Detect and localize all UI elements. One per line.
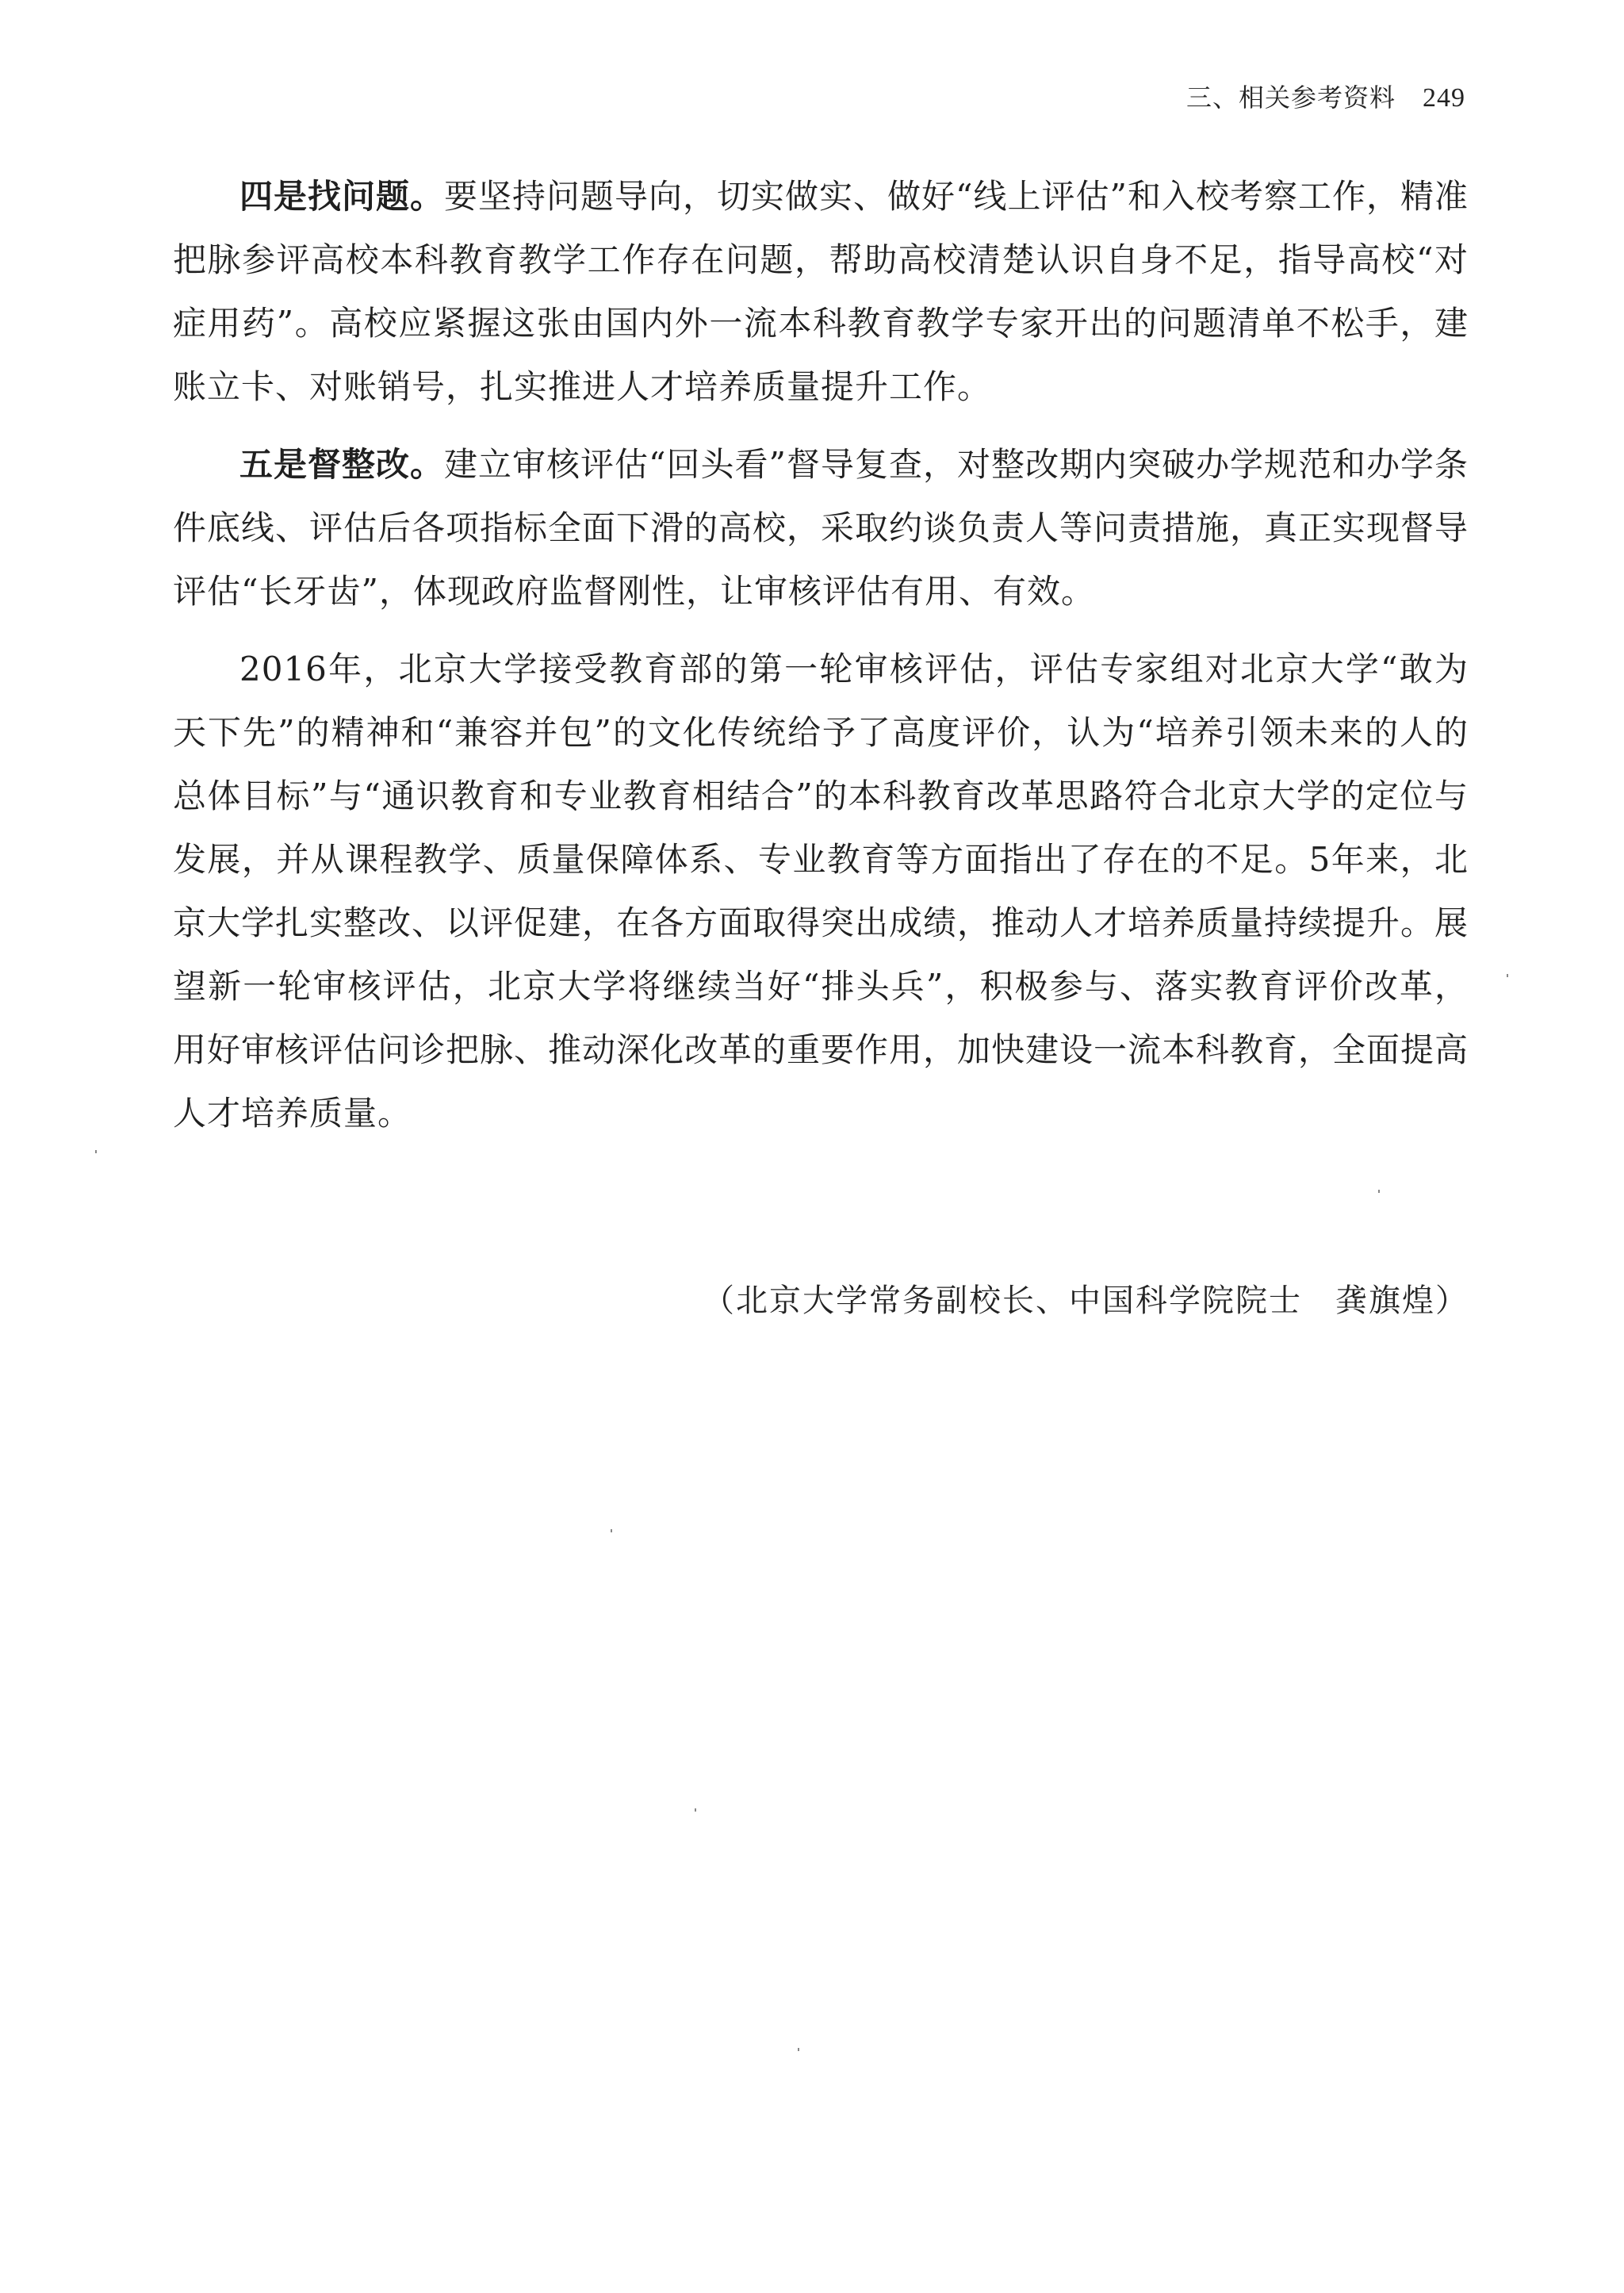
running-header: [1186, 78, 1465, 114]
page-number: 249: [1423, 83, 1465, 113]
scan-speck: [611, 1529, 612, 1532]
paragraph-find-problems: [173, 165, 1469, 419]
paragraph-text: 2016年，北京大学接受教育部的第一轮审核评估，评估专家组对北京大学“敢为天下先”的精神和“兼容并包”的文化传统给予了高度评价，认为“培养引领未来的人的总体目标”与“通识教育和专业教育相结合”的本科教育改革思路符合北京大学的定位与发展，并从课程教学、质量保障体系、专业教育等方面指出了存在的不足。5年来，北京大学扎实整改、以评促建，在各方面取得突出成绩，推动人才培养质量持续提升。展望新一轮审核评估，北京大学将继续当好“排头兵”，积极参与、落实教育评价改革，用好审核评估问诊把脉、推动深化改革的重要作用，加快建设一流本科教育，全面提高人才培养质量。: [173, 650, 1469, 1133]
scan-speck: [695, 1808, 696, 1812]
body-text: [173, 165, 1469, 1160]
author-signature: （北京大学常务副校长、中国科学院院士 龚旗煌）: [703, 1283, 1469, 1319]
paragraph-text: 建立审核评估“回头看”督导复查，对整改期内突破办学规范和办学条件底线、评估后各项指标全面下滑的高校，采取约谈负责人等问责措施，真正实现督导评估“长牙齿”，体现政府监督刚性，让审核评估有用、有效。: [173, 445, 1469, 611]
scan-speck: [798, 2048, 799, 2051]
scan-speck: [1378, 1190, 1380, 1193]
scan-speck: [1507, 974, 1508, 977]
scan-speck: [95, 1150, 97, 1153]
paragraph-text: 要坚持问题导向，切实做实、做好“线上评估”和入校考察工作，精准把脉参评高校本科教育教学工作存在问题，帮助高校清楚认识自身不足，指导高校“对症用药”。高校应紧握这张由国内外一流本科教育教学专家开出的问题清单不松手，建账立卡、对账销号，扎实推进人才培养质量提升工作。: [173, 177, 1469, 406]
section-title: 三、相关参考资料: [1185, 82, 1396, 113]
paragraph-pku-review: [173, 638, 1469, 1145]
paragraph-lead: 五是督整改。: [239, 445, 445, 484]
paragraph-supervise-rectification: [173, 433, 1469, 623]
paragraph-lead: 四是找问题。: [239, 177, 445, 216]
